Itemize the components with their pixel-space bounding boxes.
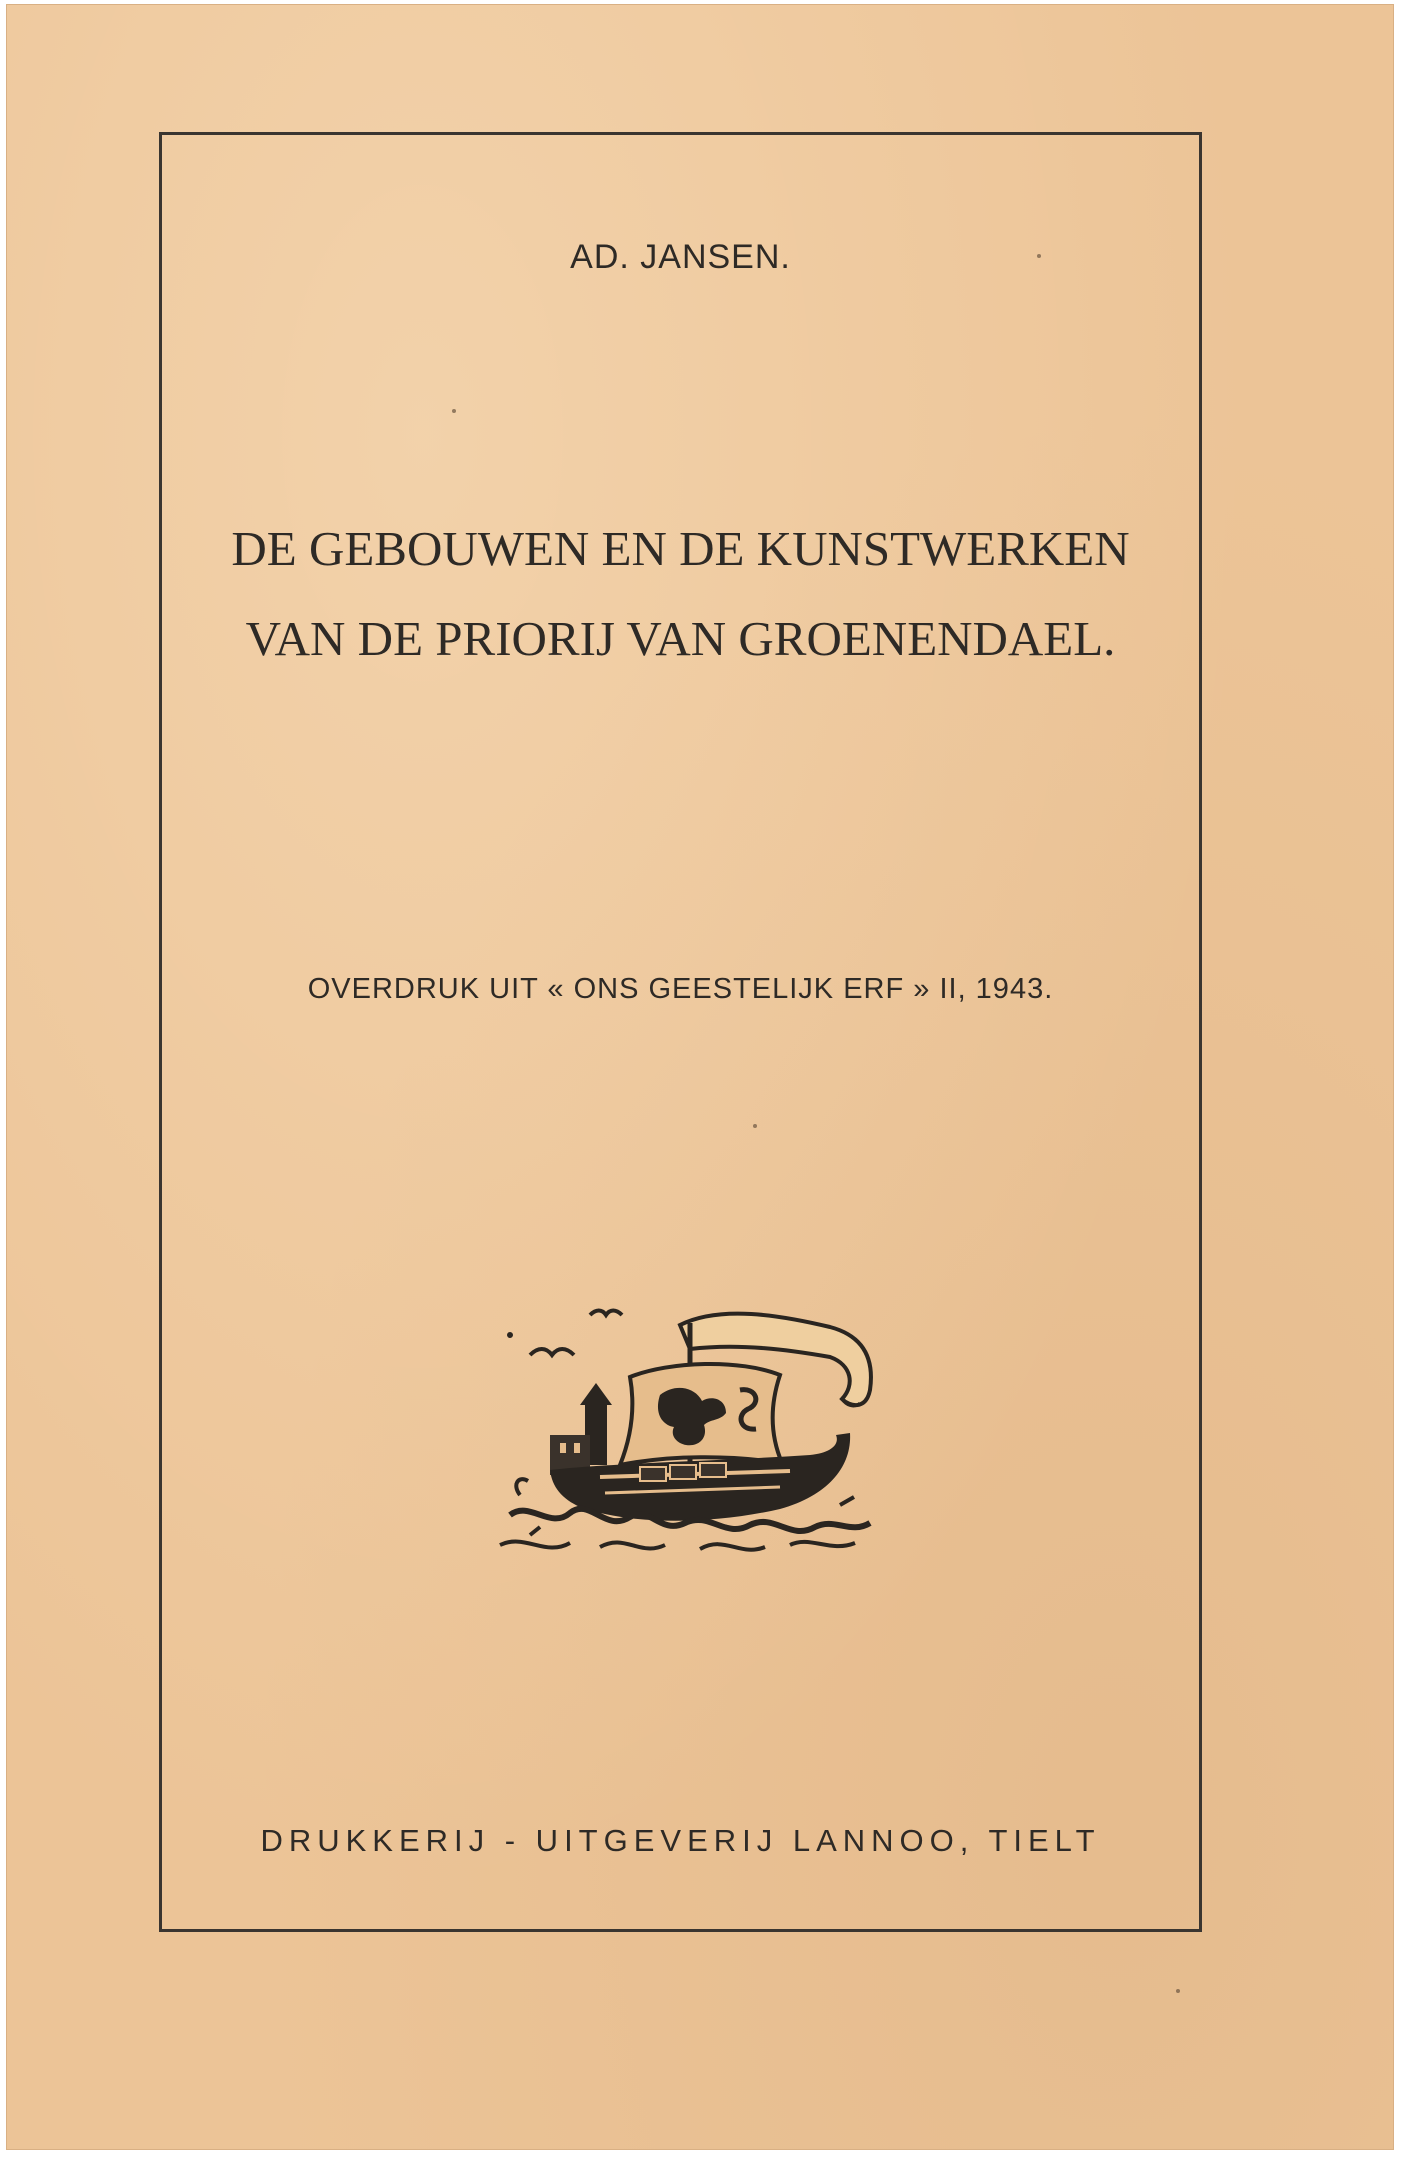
paper-speck <box>753 1124 757 1128</box>
cover-frame <box>159 132 1202 1932</box>
author-name: AD. JANSEN. <box>570 238 791 276</box>
publisher-name: DRUKKERIJ - UITGEVERIJ LANNOO, TIELT <box>260 1823 1101 1858</box>
ship-emblem-icon <box>490 1295 890 1565</box>
paper-speck <box>1176 1989 1180 1993</box>
book-title-line-2: VAN DE PRIORIJ VAN GROENENDAEL. <box>245 611 1116 666</box>
book-cover <box>6 4 1394 2150</box>
book-title-line-1: DE GEBOUWEN EN DE KUNSTWERKEN <box>231 521 1130 576</box>
paper-speck <box>452 409 456 413</box>
paper-speck <box>1037 254 1041 258</box>
reprint-note: OVERDRUK UIT « ONS GEESTELIJK ERF » II, 1943. <box>307 973 1054 1005</box>
